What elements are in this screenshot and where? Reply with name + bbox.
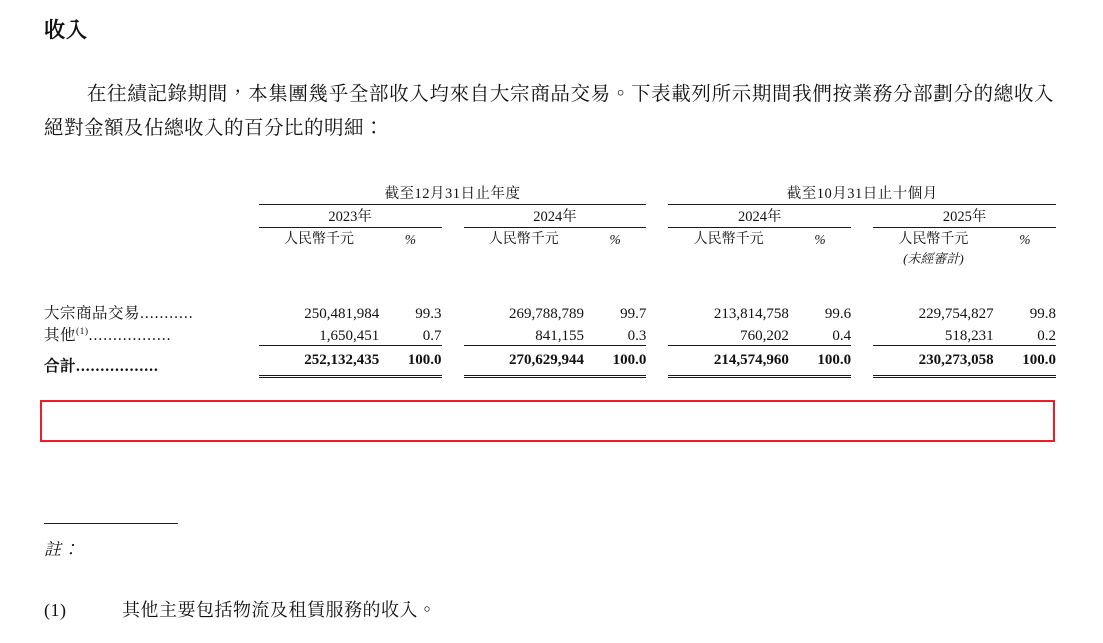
cell-commodity-2024t-amt: 213,814,758: [713, 306, 789, 322]
cell-commodity-2025t-amt: 229,754,827: [918, 306, 994, 322]
table-subnote-row: [44, 248, 1056, 267]
table-row: [44, 323, 1056, 345]
page-title: 收入: [44, 18, 88, 42]
cell-total-2023-pct: 100.0: [379, 345, 441, 376]
cell-commodity-2024t-pct: 99.6: [824, 306, 852, 322]
subnote-unaudited: (未經審計): [903, 251, 964, 266]
footnote-number-1: (1): [44, 600, 67, 620]
footnote-label: 註：: [44, 540, 80, 559]
revenue-table-wrapper: [44, 182, 1056, 378]
cell-total-2024t-pct: 100.0: [789, 345, 851, 376]
row-label-other-sup: (1): [76, 326, 89, 337]
unit-header-rmb-2024-ten-month: 人民幣千元: [693, 232, 764, 247]
row-label-total-dots: .................: [76, 358, 159, 375]
cell-other-2024t-pct: 0.4: [832, 327, 852, 344]
cell-total-2023-amt: 252,132,435: [259, 345, 379, 376]
group-header-annual: 截至12月31日止年度: [384, 186, 521, 202]
cell-other-2023-pct: 0.7: [422, 327, 442, 344]
row-label-other: [44, 323, 259, 345]
revenue-table: [44, 182, 1056, 378]
row-label-total-text: 合計: [44, 358, 77, 375]
table-total-row: [44, 345, 1056, 376]
row-label-commodity-dots: ...........: [140, 305, 194, 322]
cell-total-2025t-amt: 230,273,058: [873, 345, 993, 376]
cell-commodity-2025t-pct: 99.8: [1029, 306, 1056, 322]
table-year-header-row: [44, 205, 1056, 227]
footnote-divider: [44, 523, 178, 524]
cell-commodity-2024a-amt: 269,788,789: [509, 306, 585, 322]
cell-other-2024a-pct: 0.3: [627, 327, 647, 344]
table-spacer-row: [44, 267, 1056, 301]
year-header-2024-annual: 2024年: [533, 209, 577, 225]
cell-other-2024t-amt: 760,202: [740, 327, 789, 344]
row-label-commodity: [44, 301, 259, 323]
table-row: [44, 301, 1056, 323]
cell-total-2025t-pct: 100.0: [994, 345, 1056, 376]
unit-header-rmb-2025-ten-month: 人民幣千元: [898, 232, 969, 247]
row-highlight-annotation: [40, 400, 1055, 442]
unit-header-pct-2024-ten-month: %: [814, 232, 826, 247]
row-label-other-dots: .................: [88, 327, 172, 344]
unit-header-rmb-2023: 人民幣千元: [284, 232, 355, 247]
group-header-ten-month: 截至10月31日止十個月: [786, 186, 938, 202]
table-unit-header-row: [44, 228, 1056, 249]
cell-commodity-2023-amt: 250,481,984: [304, 306, 380, 322]
row-label-commodity-text: 大宗商品交易: [44, 305, 141, 322]
table-group-header-row: [44, 182, 1056, 203]
unit-header-rmb-2024-annual: 人民幣千元: [488, 232, 559, 247]
cell-other-2025t-amt: 518,231: [944, 327, 994, 344]
unit-header-pct-2025-ten-month: %: [1019, 232, 1031, 247]
year-header-2023: 2023年: [328, 209, 372, 225]
cell-commodity-2024a-pct: 99.7: [620, 306, 647, 322]
year-header-2024-ten-month: 2024年: [738, 209, 782, 225]
cell-other-2025t-pct: 0.2: [1037, 327, 1056, 344]
cell-other-2023-amt: 1,650,451: [319, 327, 380, 344]
cell-commodity-2023-pct: 99.3: [415, 306, 442, 322]
unit-header-pct-2023: %: [404, 232, 416, 247]
cell-other-2024a-amt: 841,155: [535, 327, 585, 344]
footnote-item-1: [44, 596, 437, 622]
unit-header-pct-2024-annual: %: [609, 232, 621, 247]
footnote-text-1: 其他主要包括物流及租賃服務的收入。: [122, 600, 437, 620]
cell-total-2024a-amt: 270,629,944: [464, 345, 584, 376]
row-label-total: [44, 345, 259, 376]
year-header-2025-ten-month: 2025年: [942, 209, 987, 225]
row-label-other-text: 其他: [44, 327, 77, 344]
intro-paragraph: 在往績記錄期間，本集團幾乎全部收入均來自大宗商品交易。下表載列所示期間我們按業務分部劃分的總收入絕對金額及佔總收入的百分比的明細：: [44, 84, 1054, 139]
cell-total-2024t-amt: 214,574,960: [668, 345, 788, 376]
cell-total-2024a-pct: 100.0: [584, 345, 646, 376]
